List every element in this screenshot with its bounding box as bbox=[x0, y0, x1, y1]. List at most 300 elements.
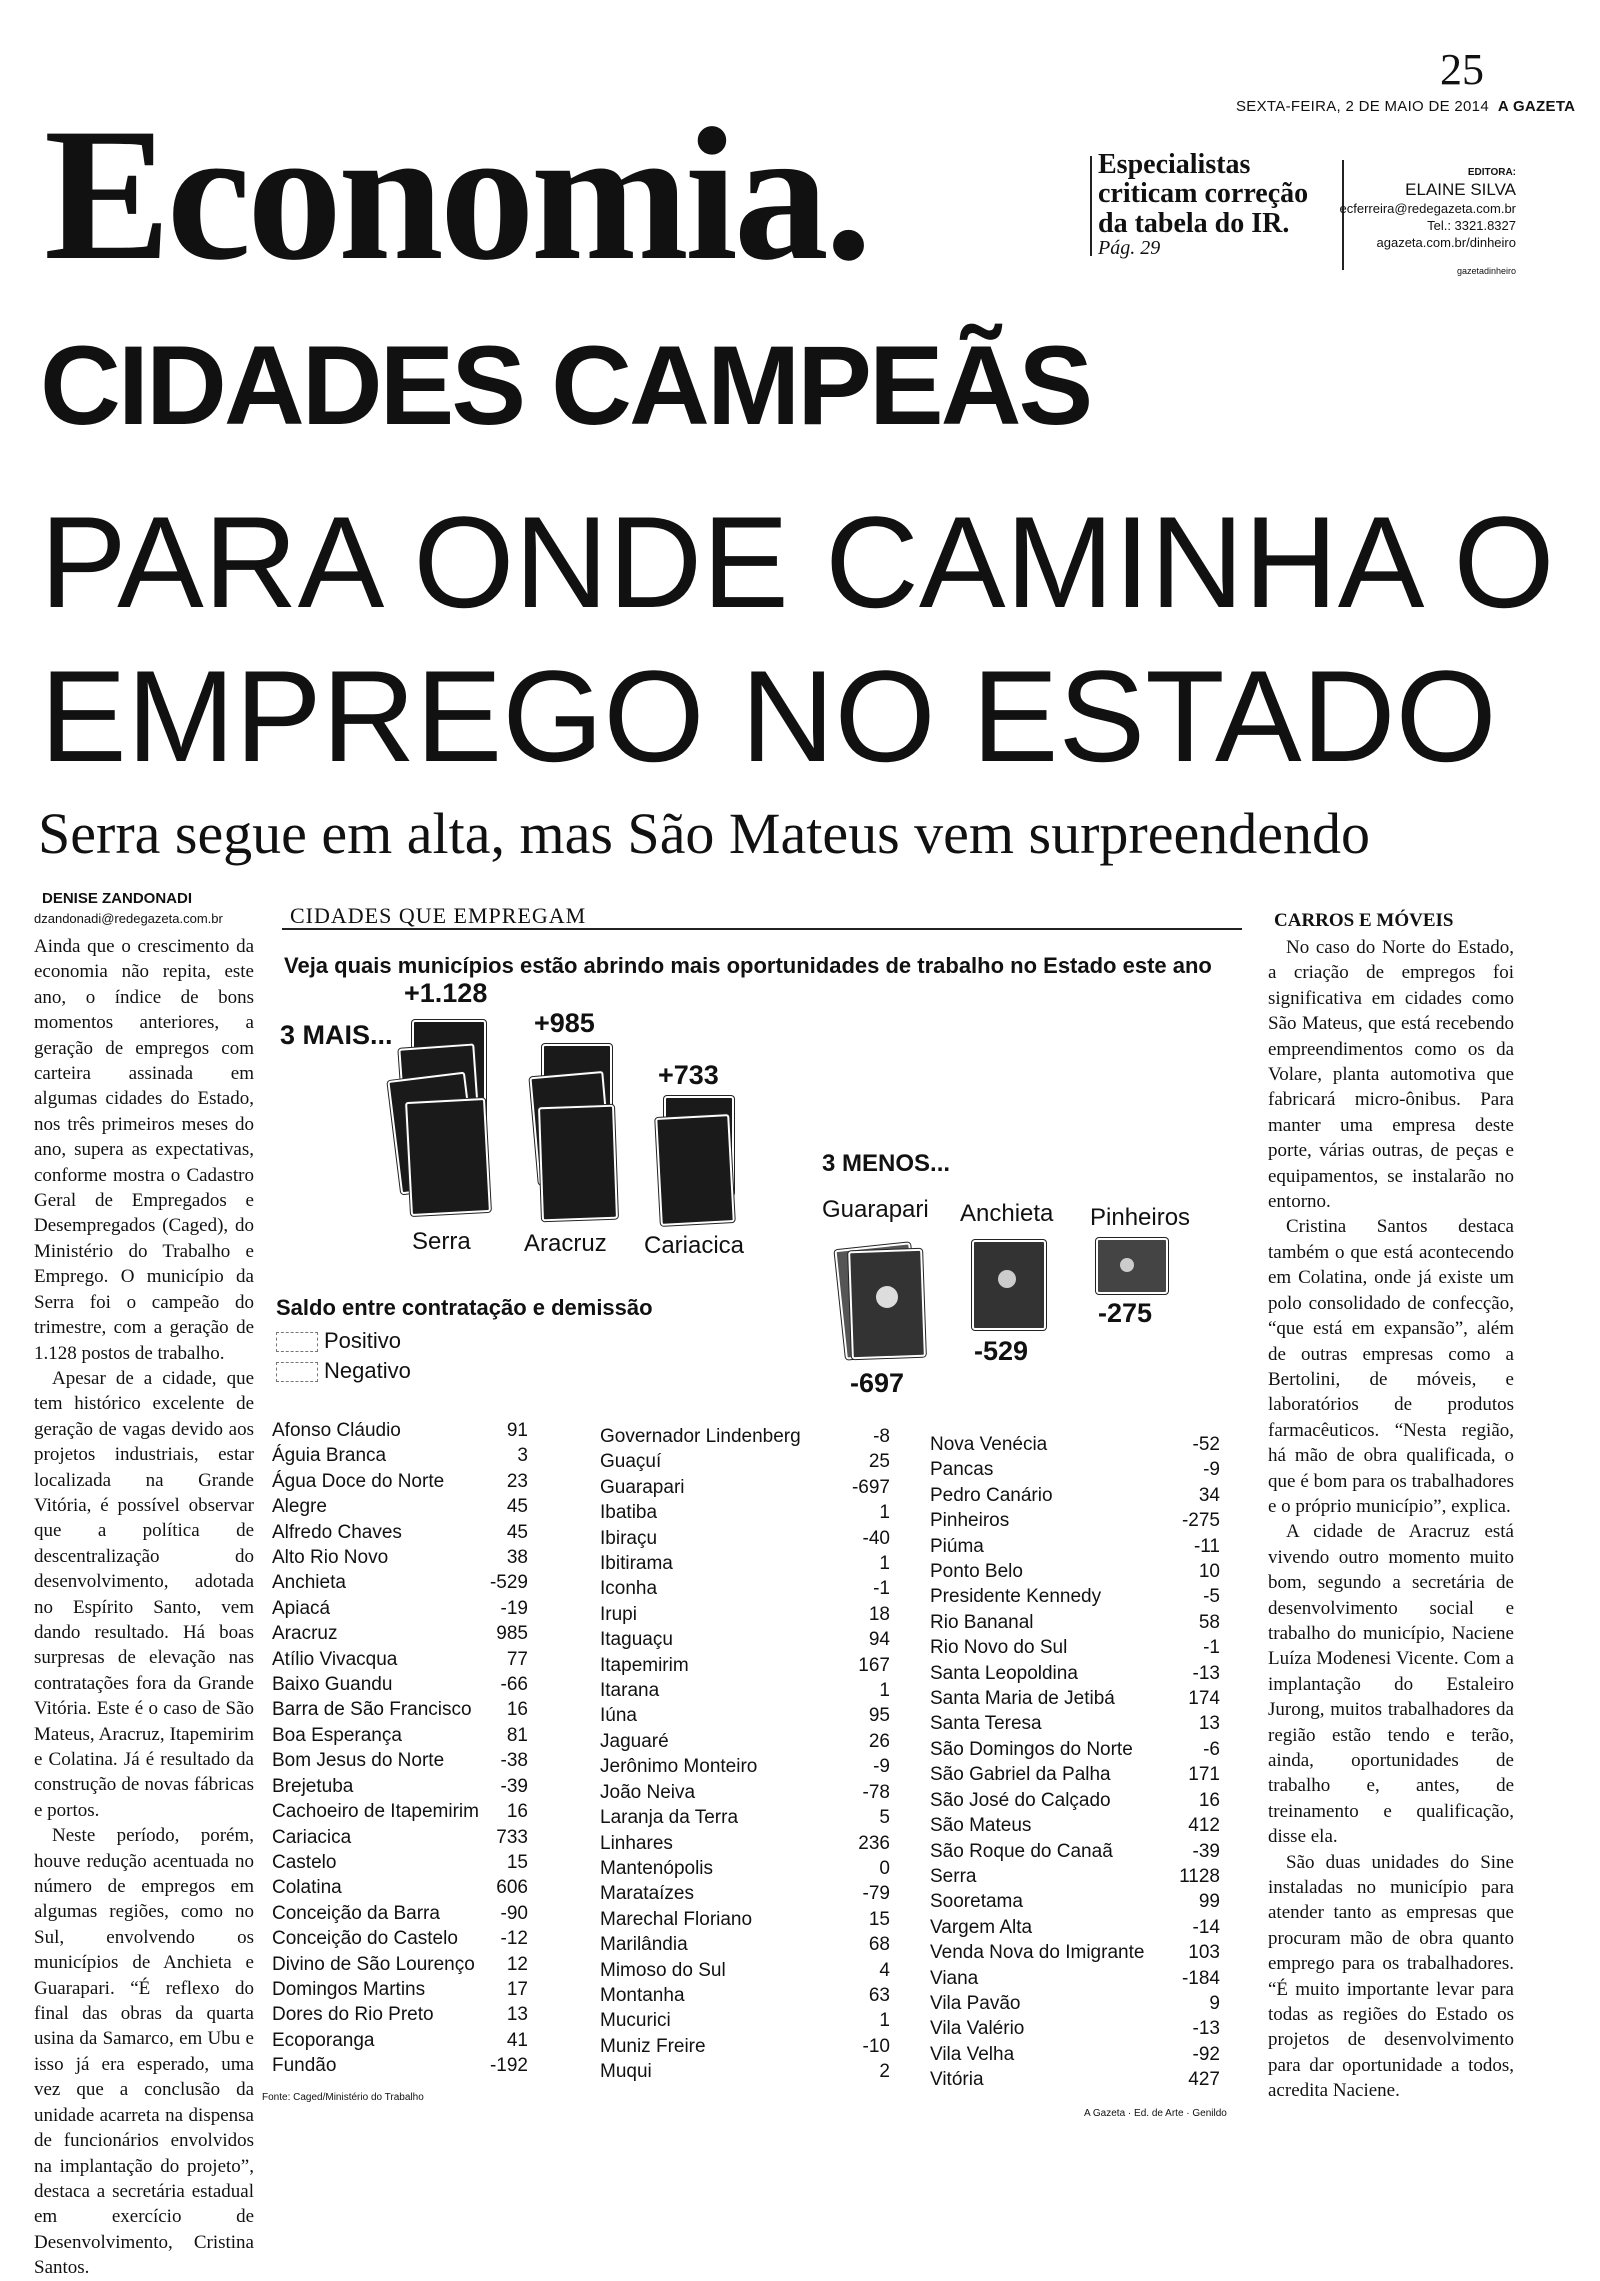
table-row bbox=[600, 1551, 890, 1576]
table-row bbox=[272, 1647, 528, 1672]
editor-site[interactable]: agazeta.com.br/dinheiro bbox=[1376, 234, 1516, 250]
municipality-balance: 0 bbox=[879, 1857, 890, 1879]
table-row bbox=[600, 1576, 890, 1601]
table-row bbox=[600, 1754, 890, 1779]
municipality-name: Rio Bananal bbox=[930, 1611, 1034, 1633]
table-row bbox=[930, 1534, 1220, 1559]
municipality-balance: 17 bbox=[506, 1978, 528, 2000]
infographic-title: CIDADES QUE EMPREGAM bbox=[290, 903, 587, 928]
table-row bbox=[600, 1983, 890, 2008]
municipality-balance: 236 bbox=[858, 1832, 890, 1854]
municipality-name: Alfredo Chaves bbox=[272, 1521, 402, 1543]
table-row bbox=[272, 2002, 528, 2027]
municipality-balance: 985 bbox=[496, 1623, 528, 1645]
municipality-name: Viana bbox=[930, 1967, 979, 1989]
municipality-name: São Gabriel da Palha bbox=[930, 1764, 1111, 1786]
serra-cards-icon bbox=[390, 1020, 500, 1220]
municipality-name: Santa Teresa bbox=[930, 1713, 1042, 1735]
editor-phone: Tel.: 3321.8327 bbox=[1427, 217, 1516, 233]
municipality-balance: 18 bbox=[868, 1603, 890, 1625]
table-row bbox=[930, 1864, 1220, 1889]
editor-role: EDITORA: bbox=[1467, 167, 1516, 178]
table-row bbox=[600, 1831, 890, 1856]
municipality-name: São José do Calçado bbox=[930, 1789, 1111, 1811]
municipality-name: Cachoeiro de Itapemirim bbox=[272, 1801, 479, 1823]
table-row bbox=[930, 1686, 1220, 1711]
municipality-name: Jerônimo Monteiro bbox=[600, 1756, 758, 1778]
table-row bbox=[272, 1621, 528, 1646]
municipality-name: Laranja da Terra bbox=[600, 1807, 739, 1829]
pinheiros-card-icon bbox=[1092, 1238, 1172, 1298]
table-row bbox=[272, 1545, 528, 1570]
paragraph: A cidade de Aracruz está vivendo outro momento muito bom, segundo a secretária de desenvolvimento social e trabalho do município, Naciene Luíza Modenesi Vicente. Com a implantação do Estaleiro Jurong, muitos trabalhadores da região estão tendo e terão, ainda, oportunidades de trabalho e, antes, de treinamento e qualificação, disse ela. bbox=[1268, 1521, 1514, 1848]
municipality-balance: 733 bbox=[496, 1826, 528, 1848]
municipality-balance: 3 bbox=[517, 1445, 528, 1467]
municipality-name: Venda Nova do Imigrante bbox=[930, 1942, 1145, 1964]
municipality-balance: -90 bbox=[500, 1902, 528, 1924]
table-row bbox=[930, 1762, 1220, 1787]
paragraph: Neste período, porém, houve redução acentuada no número de empregos em algumas regiões, como no Sul, envolvendo os municípios de Anchieta e Guarapari. “É reflexo do final das obras da quarta usina da Samarco, em Ubu e isso já era esperado, uma vez que a conclusão da unidade acarreta na dispensa de funcionários envolvidos na implantação do projeto”, destaca a secretária estadual em exercício de Desenvolvimento, Cristina Santos. bbox=[34, 1825, 254, 2279]
infographic-rule bbox=[282, 928, 1242, 930]
municipality-name: Santa Maria de Jetibá bbox=[930, 1688, 1115, 1710]
legend-positive bbox=[276, 1328, 401, 1354]
municipality-name: Mantenópolis bbox=[600, 1857, 714, 1879]
municipality-balance: 103 bbox=[1188, 1942, 1220, 1964]
municipality-name: Divino de São Lourenço bbox=[272, 1953, 475, 1975]
municipality-name: Alegre bbox=[272, 1496, 327, 1518]
table-row bbox=[272, 1774, 528, 1799]
table-row bbox=[930, 1788, 1220, 1813]
guarapari-card-icon bbox=[830, 1240, 930, 1364]
bottom-value-2: -529 bbox=[974, 1336, 1029, 1366]
table-row bbox=[930, 1584, 1220, 1609]
municipality-balance: -5 bbox=[1203, 1586, 1220, 1608]
paragraph: São duas unidades do Sine instaladas no município para atender tanto as empresas que procuram mão de obra quanto emprego para os trabalhadores. “É muito importante levar para todas as regiões do Estado os projetos de desenvolvimento para dar oportunidade a todos, acredita Naciene. bbox=[1268, 1851, 1514, 2102]
subheadline: Serra segue em alta, mas São Mateus vem surpreendendo bbox=[38, 801, 1370, 866]
legend-negative bbox=[276, 1358, 411, 1384]
municipality-name: Marechal Floriano bbox=[600, 1908, 753, 1930]
municipality-balance: -11 bbox=[1193, 1535, 1220, 1557]
teaser-page: Pág. 29 bbox=[1098, 237, 1161, 260]
municipality-name: São Mateus bbox=[930, 1815, 1032, 1837]
municipality-name: Sooretama bbox=[930, 1891, 1023, 1913]
table-row bbox=[272, 1469, 528, 1494]
municipality-balance: 13 bbox=[506, 2004, 528, 2026]
municipality-name: Marilândia bbox=[600, 1934, 688, 1956]
municipality-name: Dores do Rio Preto bbox=[272, 2004, 434, 2026]
positive-swatch bbox=[276, 1332, 318, 1352]
table-row bbox=[600, 1526, 890, 1551]
table-row bbox=[930, 1839, 1220, 1864]
municipality-balance: 13 bbox=[1198, 1713, 1220, 1735]
municipality-name: Vila Pavão bbox=[930, 1992, 1021, 2014]
municipality-name: Pinheiros bbox=[930, 1510, 1010, 1532]
bottom-value-3: -275 bbox=[1098, 1298, 1153, 1328]
municipality-name: Presidente Kennedy bbox=[930, 1586, 1102, 1608]
table-row bbox=[930, 1991, 1220, 2016]
table-row bbox=[600, 1932, 890, 1957]
municipality-table-3 bbox=[930, 1432, 1220, 2093]
municipality-name: Mimoso do Sul bbox=[600, 1959, 726, 1981]
table-row bbox=[272, 1596, 528, 1621]
municipality-name: Vargem Alta bbox=[930, 1916, 1033, 1938]
table-row bbox=[600, 1500, 890, 1525]
anchieta-card-icon bbox=[968, 1240, 1052, 1330]
section-title: Economia. bbox=[44, 90, 869, 300]
paragraph: Apesar de a cidade, que tem histórico excelente de geração de vagas devido aos projetos industriais, estar localizada na Grande Vitória, é possível observar que a política de descentralização do desenvolvimento, adotada no Espírito Santo, vem dando resultado. Há boas surpresas de elevação nas contratações fora da Grande Vitória. Este é o caso de São Mateus, Aracruz, Itapemirim e Colatina. Já é resultado da construção de novas fábricas e portos. bbox=[34, 1367, 254, 1821]
negative-swatch bbox=[276, 1362, 318, 1382]
table-row bbox=[272, 1875, 528, 1900]
municipality-name: Nova Venécia bbox=[930, 1434, 1048, 1455]
municipality-name: Ponto Belo bbox=[930, 1561, 1023, 1583]
table-row bbox=[272, 1570, 528, 1595]
paragraph: No caso do Norte do Estado, a criação de empregos foi significativa em cidades como São Mateus, que está recebendo empreendimentos como os da Volare, planta automotiva que fabricará micro-ônibus. Para manter uma empresa deste porte, várias outras, de peças e equipamentos, se instalarão no entorno. bbox=[1268, 937, 1514, 1213]
municipality-name: Ibatiba bbox=[600, 1502, 658, 1524]
municipality-balance: 77 bbox=[506, 1648, 528, 1670]
municipality-name: Itapemirim bbox=[600, 1654, 689, 1676]
municipality-balance: 58 bbox=[1198, 1611, 1220, 1633]
table-row bbox=[600, 1958, 890, 1983]
table-row bbox=[930, 1661, 1220, 1686]
municipality-balance: -8 bbox=[873, 1426, 890, 1447]
art-credit: A Gazeta · Ed. de Arte · Genildo bbox=[1084, 2108, 1227, 2119]
municipality-balance: -19 bbox=[500, 1597, 528, 1619]
municipality-balance: 45 bbox=[506, 1496, 528, 1518]
municipality-name: Vila Valério bbox=[930, 2018, 1025, 2040]
municipality-balance: -39 bbox=[500, 1775, 528, 1797]
municipality-name: Apiacá bbox=[272, 1597, 331, 1619]
municipality-balance: 81 bbox=[506, 1724, 528, 1746]
municipality-name: Ecoporanga bbox=[272, 2029, 375, 2051]
top-value-3: +733 bbox=[658, 1060, 719, 1090]
bottom-city-3: Pinheiros bbox=[1090, 1204, 1191, 1231]
municipality-balance: 16 bbox=[506, 1699, 528, 1721]
source-note: Fonte: Caged/Ministério do Trabalho bbox=[262, 2092, 424, 2103]
municipality-name: Piúma bbox=[930, 1535, 984, 1557]
municipality-name: Iúna bbox=[600, 1705, 637, 1727]
municipality-balance: -1 bbox=[1203, 1637, 1220, 1659]
municipality-balance: -79 bbox=[862, 1883, 890, 1905]
municipality-name: São Roque do Canaã bbox=[930, 1840, 1113, 1862]
table-row bbox=[272, 1748, 528, 1773]
table-row bbox=[272, 1672, 528, 1697]
table-row bbox=[930, 1457, 1220, 1482]
municipality-balance: 412 bbox=[1188, 1815, 1220, 1837]
municipality-balance: 167 bbox=[858, 1654, 890, 1676]
table-row bbox=[600, 1780, 890, 1805]
municipality-name: Castelo bbox=[272, 1851, 337, 1873]
municipality-balance: 25 bbox=[868, 1451, 890, 1473]
municipality-name: Guaçuí bbox=[600, 1451, 662, 1473]
municipality-name: Pancas bbox=[930, 1459, 994, 1481]
top-city-1: Serra bbox=[412, 1228, 471, 1255]
table-row bbox=[272, 1443, 528, 1468]
municipality-name: Jaguaré bbox=[600, 1730, 669, 1752]
table-row bbox=[600, 1602, 890, 1627]
municipality-balance: 2 bbox=[879, 2061, 890, 2083]
municipality-name: Baixo Guandu bbox=[272, 1674, 393, 1696]
municipality-name: Rio Novo do Sul bbox=[930, 1637, 1068, 1659]
table-row bbox=[272, 1799, 528, 1824]
municipality-name: Anchieta bbox=[272, 1572, 346, 1594]
table-row bbox=[930, 1432, 1220, 1457]
table-row bbox=[600, 1856, 890, 1881]
municipality-name: Afonso Cláudio bbox=[272, 1420, 401, 1441]
municipality-name: Muqui bbox=[600, 2061, 652, 2083]
municipality-balance: -192 bbox=[489, 2055, 528, 2077]
table-row bbox=[600, 2059, 890, 2084]
municipality-balance: 12 bbox=[506, 1953, 528, 1975]
municipality-name: Muniz Freire bbox=[600, 2035, 706, 2057]
bottom-city-1: Guarapari bbox=[822, 1196, 929, 1223]
municipality-name: Conceição da Barra bbox=[272, 1902, 440, 1924]
table-row bbox=[600, 1703, 890, 1728]
municipality-name: Guarapari bbox=[600, 1476, 685, 1498]
municipality-name: Governador Lindenberg bbox=[600, 1426, 801, 1447]
municipality-name: Montanha bbox=[600, 1984, 685, 2006]
municipality-balance: 171 bbox=[1188, 1764, 1220, 1786]
table-row bbox=[272, 1723, 528, 1748]
municipality-balance: 41 bbox=[506, 2029, 528, 2051]
table-row bbox=[930, 2067, 1220, 2092]
municipality-name: Águia Branca bbox=[272, 1445, 387, 1467]
municipality-name: Mucurici bbox=[600, 2010, 671, 2032]
municipality-name: Barra de São Francisco bbox=[272, 1699, 472, 1721]
municipality-name: João Neiva bbox=[600, 1781, 696, 1803]
municipality-balance: 427 bbox=[1188, 2069, 1220, 2091]
municipality-balance: -10 bbox=[862, 2035, 890, 2057]
municipality-name: Atílio Vivacqua bbox=[272, 1648, 398, 1670]
municipality-balance: -14 bbox=[1192, 1916, 1220, 1938]
municipality-name: Marataízes bbox=[600, 1883, 694, 1905]
municipality-name: Ibiraçu bbox=[600, 1527, 658, 1549]
municipality-balance: 45 bbox=[506, 1521, 528, 1543]
table-row bbox=[930, 1813, 1220, 1838]
municipality-balance: -529 bbox=[489, 1572, 528, 1594]
municipality-balance: 23 bbox=[506, 1470, 528, 1492]
aracruz-cards-icon bbox=[526, 1044, 626, 1224]
newspaper-name: A GAZETA bbox=[1497, 98, 1576, 115]
table-row bbox=[272, 2053, 528, 2078]
municipality-balance: -275 bbox=[1181, 1510, 1220, 1532]
municipality-name: Ibitirama bbox=[600, 1553, 673, 1575]
municipality-balance: -92 bbox=[1192, 2043, 1220, 2065]
municipality-balance: 34 bbox=[1198, 1484, 1220, 1506]
municipality-balance: 1 bbox=[879, 2010, 890, 2032]
municipality-balance: 95 bbox=[868, 1705, 890, 1727]
editor-email[interactable]: ecferreira@redegazeta.com.br bbox=[1339, 201, 1516, 217]
table-row bbox=[600, 1424, 890, 1449]
municipality-name: Serra bbox=[930, 1865, 977, 1887]
table-row bbox=[272, 2028, 528, 2053]
municipality-name: Brejetuba bbox=[272, 1775, 354, 1797]
municipality-name: São Domingos do Norte bbox=[930, 1738, 1133, 1760]
legend-title: Saldo entre contratação e demissão bbox=[276, 1295, 653, 1320]
top-city-2: Aracruz bbox=[524, 1230, 607, 1257]
editor-name: ELAINE SILVA bbox=[1405, 180, 1516, 199]
municipality-balance: 1128 bbox=[1179, 1865, 1220, 1887]
article-column-3 bbox=[1268, 935, 1514, 2104]
municipality-balance: -39 bbox=[1192, 1840, 1220, 1862]
municipality-name: Vitória bbox=[930, 2069, 984, 2091]
municipality-balance: -78 bbox=[862, 1781, 890, 1803]
issue-date: SEXTA-FEIRA, 2 DE MAIO DE 2014 bbox=[1236, 98, 1489, 115]
table-row bbox=[930, 1508, 1220, 1533]
table-row bbox=[272, 1697, 528, 1722]
municipality-balance: -52 bbox=[1192, 1434, 1220, 1455]
municipality-balance: 94 bbox=[868, 1629, 890, 1651]
infographic-intro: Veja quais municípios estão abrindo mais oportunidades de trabalho no Estado este ano bbox=[284, 953, 1212, 978]
table-row bbox=[600, 1729, 890, 1754]
table-row bbox=[600, 1653, 890, 1678]
municipality-balance: -66 bbox=[500, 1674, 528, 1696]
dateline bbox=[1236, 98, 1575, 115]
municipality-balance: 606 bbox=[496, 1877, 528, 1899]
municipality-name: Fundão bbox=[272, 2055, 337, 2077]
kicker: CIDADES CAMPEÃS bbox=[40, 323, 1091, 448]
municipality-balance: -13 bbox=[1192, 2018, 1220, 2040]
top-value-1: +1.128 bbox=[404, 978, 488, 1008]
municipality-balance: 1 bbox=[879, 1502, 890, 1524]
municipality-balance: 1 bbox=[879, 1553, 890, 1575]
municipality-balance: -1 bbox=[873, 1578, 890, 1600]
municipality-name: Itaguaçu bbox=[600, 1629, 673, 1651]
municipality-name: Linhares bbox=[600, 1832, 673, 1854]
teaser-text: Especialistas criticam correção da tabela do IR. bbox=[1098, 149, 1309, 239]
municipality-balance: 5 bbox=[879, 1807, 890, 1829]
headline bbox=[40, 485, 1555, 793]
table-row bbox=[600, 1805, 890, 1830]
table-row bbox=[930, 1940, 1220, 1965]
municipality-name: Iconha bbox=[600, 1578, 658, 1600]
municipality-balance: 16 bbox=[1198, 1789, 1220, 1811]
legend-positive-label: Positivo bbox=[324, 1328, 402, 1353]
municipality-balance: -40 bbox=[862, 1527, 890, 1549]
table-row bbox=[600, 1627, 890, 1652]
municipality-balance: 15 bbox=[506, 1851, 528, 1873]
table-row bbox=[272, 1952, 528, 1977]
table-row bbox=[272, 1850, 528, 1875]
table-row bbox=[272, 1494, 528, 1519]
editor-social[interactable]: gazetadinheiro bbox=[1456, 265, 1516, 276]
table-row bbox=[272, 1901, 528, 1926]
municipality-balance: 26 bbox=[868, 1730, 890, 1752]
table-row bbox=[600, 1881, 890, 1906]
table-row bbox=[930, 1559, 1220, 1584]
byline-email[interactable]: dzandonadi@redegazeta.com.br bbox=[34, 911, 223, 926]
table-row bbox=[930, 1915, 1220, 1940]
municipality-name: Irupi bbox=[600, 1603, 637, 1625]
editor-box bbox=[1330, 166, 1516, 277]
table-row bbox=[272, 1977, 528, 2002]
municipality-balance: -13 bbox=[1192, 1662, 1220, 1684]
top-value-2: +985 bbox=[534, 1008, 595, 1038]
bottom-label: 3 MENOS... bbox=[822, 1150, 951, 1177]
table-row bbox=[930, 1711, 1220, 1736]
municipality-balance: 99 bbox=[1198, 1891, 1220, 1913]
table-row bbox=[930, 1737, 1220, 1762]
municipality-table-1 bbox=[272, 1418, 528, 2079]
municipality-balance: -12 bbox=[500, 1928, 528, 1950]
byline: DENISE ZANDONADI bbox=[42, 890, 193, 907]
municipality-name: Água Doce do Norte bbox=[272, 1470, 445, 1492]
municipality-balance: 68 bbox=[868, 1934, 890, 1956]
municipality-balance: 4 bbox=[879, 1959, 890, 1981]
table-row bbox=[600, 2034, 890, 2059]
municipality-name: Alto Rio Novo bbox=[272, 1547, 389, 1569]
municipality-balance: 1 bbox=[879, 1680, 890, 1702]
table-row bbox=[272, 1418, 528, 1443]
teaser[interactable] bbox=[1098, 150, 1338, 259]
table-row bbox=[930, 1483, 1220, 1508]
table-row bbox=[930, 1889, 1220, 1914]
article-column-1 bbox=[34, 934, 254, 2281]
municipality-balance: -9 bbox=[873, 1756, 890, 1778]
municipality-balance: 15 bbox=[868, 1908, 890, 1930]
municipality-balance: 9 bbox=[1209, 1992, 1220, 2014]
headline-line-1: PARA ONDE CAMINHA O bbox=[40, 489, 1555, 635]
table-row bbox=[600, 1907, 890, 1932]
teaser-divider bbox=[1090, 156, 1092, 256]
municipality-name: Bom Jesus do Norte bbox=[272, 1750, 445, 1772]
headline-line-2: EMPREGO NO ESTADO bbox=[40, 643, 1497, 789]
municipality-balance: -9 bbox=[1203, 1459, 1220, 1481]
municipality-balance: -184 bbox=[1181, 1967, 1220, 1989]
municipality-balance: 174 bbox=[1188, 1688, 1220, 1710]
top-city-3: Cariacica bbox=[644, 1232, 745, 1259]
bottom-city-2: Anchieta bbox=[960, 1200, 1054, 1227]
cariacica-cards-icon bbox=[650, 1096, 750, 1226]
table-row bbox=[272, 1926, 528, 1951]
municipality-balance: 16 bbox=[506, 1801, 528, 1823]
municipality-balance: 10 bbox=[1198, 1561, 1220, 1583]
table-row bbox=[272, 1520, 528, 1545]
municipality-name: Cariacica bbox=[272, 1826, 352, 1848]
municipality-name: Domingos Martins bbox=[272, 1978, 426, 2000]
municipality-name: Pedro Canário bbox=[930, 1484, 1053, 1506]
municipality-balance: 91 bbox=[506, 1420, 528, 1441]
bottom-value-1: -697 bbox=[850, 1368, 905, 1398]
table-row bbox=[272, 1825, 528, 1850]
table-row bbox=[930, 1966, 1220, 1991]
municipality-name: Vila Velha bbox=[930, 2043, 1015, 2065]
municipality-balance: -38 bbox=[500, 1750, 528, 1772]
municipality-name: Colatina bbox=[272, 1877, 342, 1899]
municipality-balance: -6 bbox=[1203, 1738, 1220, 1760]
top-label: 3 MAIS... bbox=[280, 1020, 393, 1050]
legend-negative-label: Negativo bbox=[324, 1358, 411, 1383]
municipality-balance: 63 bbox=[868, 1984, 890, 2006]
municipality-name: Santa Leopoldina bbox=[930, 1662, 1078, 1684]
page-number: 25 bbox=[1440, 45, 1484, 94]
table-row bbox=[930, 1610, 1220, 1635]
municipality-balance: -697 bbox=[851, 1476, 890, 1498]
table-row bbox=[600, 1678, 890, 1703]
municipality-balance: 38 bbox=[506, 1547, 528, 1569]
side-title: CARROS E MÓVEIS bbox=[1274, 910, 1454, 931]
municipality-name: Boa Esperança bbox=[272, 1724, 402, 1746]
municipality-name: Aracruz bbox=[272, 1623, 338, 1645]
paragraph: Ainda que o crescimento da economia não repita, este ano, o índice de bons momentos anteriores, a geração de empregos com carteira assinada em algumas cidades do Estado, nos três primeiros meses do ano, supera as expectativas, conforme mostra o Cadastro Geral de Empregados e Desempregados (Caged), do Ministério do Trabalho e Emprego. O município da Serra foi o campeão do trimestre, com a geração de 1.128 postos de trabalho. bbox=[34, 936, 254, 1364]
table-row bbox=[930, 2042, 1220, 2067]
municipality-table-2 bbox=[600, 1424, 890, 2085]
paragraph: Cristina Santos destaca também o que está acontecendo em Colatina, onde já existe um polo consolidado de confecção, “que está em expansão”, além de outras empresas como a Bertolini, de móveis, e laboratórios de produtos farmacêuticos. “Nesta região, há mão de obra qualificada, o que é bom para os trabalhadores e o próprio município”, explica. bbox=[1268, 1216, 1514, 1517]
table-row bbox=[600, 2008, 890, 2033]
table-row bbox=[600, 1475, 890, 1500]
table-row bbox=[930, 1635, 1220, 1660]
table-row bbox=[600, 1449, 890, 1474]
municipality-name: Conceição do Castelo bbox=[272, 1928, 458, 1950]
